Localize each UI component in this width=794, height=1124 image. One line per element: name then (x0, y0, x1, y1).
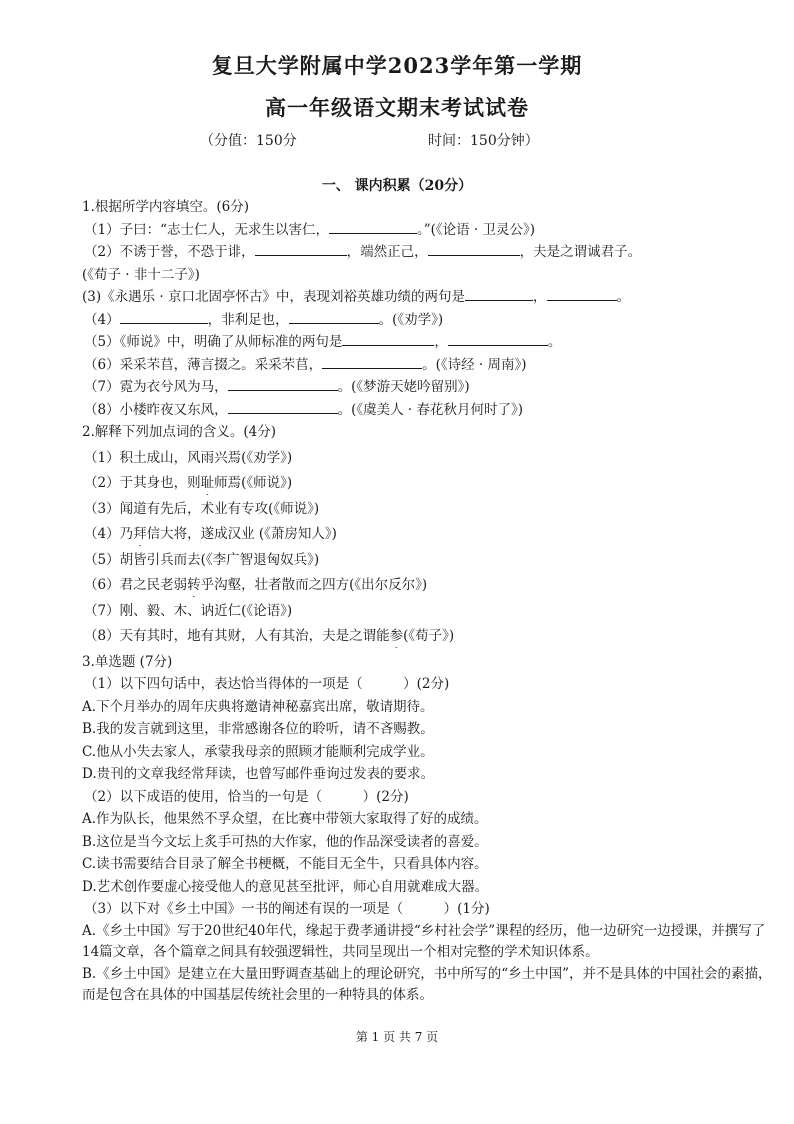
q1-item-1: （1）子曰：“志士仁人，无求生以害仁， 。”(《论语 · 卫灵公》) (84, 221, 536, 238)
q1-item-3: (3)《永遇乐 · 京口北固亭怀古》中，表现刘裕英雄功绩的两句是 ， 。 (82, 289, 630, 305)
q2-item-3: （3）闻道有先后，术业有专攻(《师说》) (84, 500, 320, 517)
dotted-word: 讷 (200, 602, 215, 619)
q2-item-1: （1）积土成山，风雨兴焉(《劝学》) (84, 449, 293, 466)
q1-item-4: （4） ，非利足也， 。(《劝学》) (84, 311, 444, 328)
q1-item-7: （7）霓为衣兮风为马， 。(《梦游天姥吟留别》) (84, 379, 470, 395)
answer-blank[interactable] (255, 242, 347, 256)
q3-sub-1: （1）以下四句话中，表达恰当得体的一项是（ ）(2分) (84, 676, 450, 692)
answer-blank[interactable] (289, 310, 379, 324)
q1-item-2-source: (《荀子 · 非十二子》) (82, 266, 200, 283)
exam-subtitle: 高一年级语文期末考试试卷 (265, 95, 529, 120)
q2-item-8: （8）天有其时，地有其财，人有其治，夫是之谓能参(《荀子》) (84, 628, 455, 644)
q1-item-8: （8）小楼昨夜又东风， 。(《虞美人 · 春花秋月何时了》) (84, 401, 524, 418)
page-number: 第 1 页 共 7 页 (355, 1030, 439, 1044)
answer-blank[interactable] (428, 242, 520, 256)
q1-item-2: （2）不诱于誉，不恐于诽， ，端然正己， ，夫是之谓诚君子。 (84, 244, 642, 260)
answer-blank[interactable] (322, 355, 422, 369)
q3-sub-3-option-a: A.《乡土中国》写于20世纪40年代，缘起于费孝通讲授“乡村社会学”课程的经历，他一边研究一边授课，并撰写了14篇文章，各个篇章之间具有较强逻辑性，共同呈现出一个相对完整的学术知识体系。 (82, 922, 766, 960)
question-3-title: 3.单选题 (7分) (82, 653, 173, 670)
dotted-word: 转 (187, 577, 201, 593)
q2-item-4: （4）乃拜信大将，遂成汉业 (《萧房知人》) (84, 526, 337, 542)
q3-sub-2-option-b: B.这位是当今文坛上炙手可热的大作家，他的作品深受读者的喜爱。 (82, 833, 488, 850)
section-heading: 一、 课内积累（20分） (321, 178, 473, 194)
q3-sub-2-option-c: C.读书需要结合目录了解全书梗概，不能目无全牛，只看具体内容。 (82, 856, 488, 872)
q2-item-2: （2）于其身也，则耻师焉(《师说》) (84, 475, 293, 491)
answer-blank[interactable] (228, 400, 338, 414)
dotted-word: 攻 (254, 500, 269, 517)
q3-sub-2-option-a: A.作为队长，他果然不孚众望，在比赛中带领大家取得了好的成绩。 (82, 811, 488, 827)
time-info: 时间：150分钟） (428, 133, 539, 149)
answer-blank[interactable] (547, 287, 617, 301)
q3-sub-3-option-b: B.《乡土中国》是建立在大量田野调查基础上的理论研究，书中所写的“乡土中国”，并不是具体的中国社会的素描，而是包含在具体的中国基层传统社会里的一种特具的体系。 (82, 965, 772, 1003)
q2-item-7: （7）刚、毅、木、讷近仁(《论语》) (84, 602, 293, 619)
q3-sub-1-option-d: D.贵刊的文章我经常拜读，也曾写邮件垂询过发表的要求。 (82, 766, 435, 782)
q1-item-5: （5）《师说》中，明确了从师标准的两句是 ， 。 (84, 334, 562, 350)
q3-sub-1-option-b: B.我的发言就到这里，非常感谢各位的聆听，请不吝赐教。 (82, 721, 434, 737)
q3-sub-3: （3）以下对《乡土中国》一书的阐述有误的一项是（ ）(1分) (84, 901, 490, 917)
question-2-title: 2.解释下列加点词的含义。(4分) (82, 424, 277, 440)
score-info: （分值：150分 (200, 133, 297, 149)
q3-sub-1-option-c: C.他从小失去家人，承蒙我母亲的照顾才能顺利完成学业。 (82, 743, 434, 760)
dotted-word: 耻 (200, 475, 215, 491)
q3-sub-2: （2）以下成语的使用，恰当的一句是（ ）(2分) (84, 788, 409, 805)
answer-blank[interactable] (342, 332, 434, 346)
answer-blank[interactable] (448, 332, 548, 346)
exam-title: 复旦大学附属中学2023学年第一学期 (211, 53, 583, 78)
q3-sub-2-option-d: D.艺术创作要虚心接受他人的意见甚至批评，师心自用就难成大器。 (82, 878, 489, 895)
q2-item-6: （6）君之民老弱转乎沟壑，壮者散而之四方(《出尔反尔》) (84, 577, 428, 593)
answer-blank[interactable] (120, 310, 208, 324)
dotted-word: 引 (146, 551, 161, 568)
dotted-word: 焉 (227, 449, 242, 466)
answer-blank[interactable] (329, 220, 417, 234)
q3-sub-1-option-a: A.下个月举办的周年庆典将邀请神秘嘉宾出席，敬请期待。 (82, 698, 434, 715)
q2-item-5: （5）胡皆引兵而去(《李广智退匈奴兵》) (84, 551, 320, 568)
answer-blank[interactable] (465, 287, 533, 301)
question-body (82, 196, 772, 1007)
q1-item-6: （6）采采芣苢，薄言掇之。采采芣苢， 。(《诗经 · 周南》) (84, 356, 527, 373)
dotted-word: 拜 (133, 526, 147, 542)
question-1-title: 1.根据所学内容填空。(6分) (82, 199, 250, 215)
answer-blank[interactable] (228, 377, 338, 391)
dotted-word: 参 (389, 628, 404, 644)
